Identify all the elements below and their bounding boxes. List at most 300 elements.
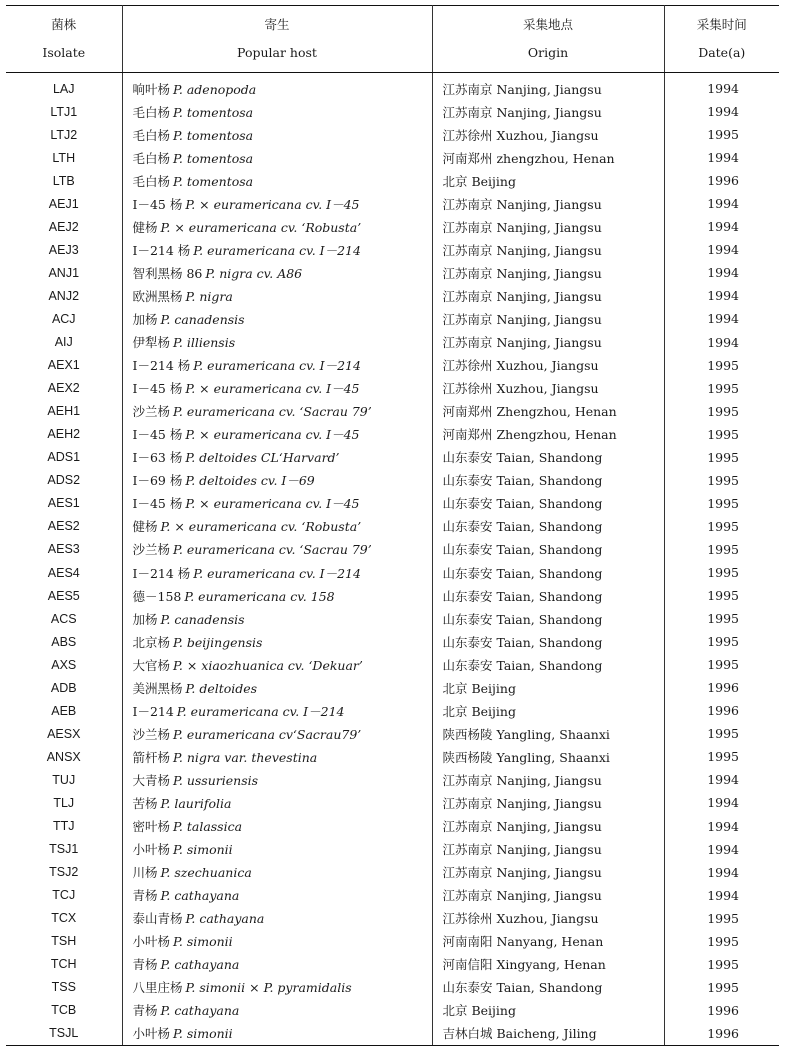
isolate-cell: AES5 — [6, 584, 122, 607]
table-row — [6, 676, 779, 699]
host-scientific-name: P. nigra cv. A86 — [205, 265, 303, 281]
isolate-cell: AEJ3 — [6, 238, 122, 261]
table-body — [6, 73, 779, 1046]
host-scientific-name: P. × euramericana cv. I－45 — [185, 381, 360, 397]
host-chinese-name: I－45 杨 — [132, 196, 183, 212]
host-scientific-name: P. euramericana cv‘Sacrau79’ — [173, 726, 362, 742]
origin-cell: 江苏徐州 Xuzhou, Jiangsu — [432, 377, 664, 400]
host-cell — [122, 123, 432, 146]
isolate-cell: ADS1 — [6, 446, 122, 469]
host-scientific-name: P. euramericana cv. I－214 — [193, 358, 361, 374]
date-cell: 1995 — [707, 426, 739, 442]
origin-cell: 江苏徐州 Xuzhou, Jiangsu — [432, 907, 664, 930]
host-cell — [122, 907, 432, 930]
host-cell — [122, 215, 432, 238]
table-row — [6, 492, 779, 515]
isolate-cell: LTJ1 — [6, 100, 122, 123]
host-scientific-name: P. euramericana cv. 158 — [184, 588, 335, 604]
date-cell: 1996 — [707, 1002, 739, 1018]
host-scientific-name: P. × euramericana cv. I－45 — [185, 427, 360, 443]
origin-cell: 河南信阳 Xingyang, Henan — [432, 953, 664, 976]
isolate-cell: TSS — [6, 976, 122, 999]
isolate-cell: ANSX — [6, 745, 122, 768]
origin-cell: 江苏南京 Nanjing, Jiangsu — [432, 791, 664, 814]
origin-cell: 河南郑州 Zhengzhou, Henan — [432, 423, 664, 446]
table-row — [6, 261, 779, 284]
table-row — [6, 907, 779, 930]
host-chinese-name: I－45 杨 — [132, 427, 183, 443]
date-cell: 1996 — [707, 173, 739, 189]
date-cell: 1994 — [707, 219, 739, 235]
origin-cell: 江苏南京 Nanjing, Jiangsu — [432, 838, 664, 861]
host-scientific-name: P. tomentosa — [173, 127, 254, 143]
isolate-cell: AEJ2 — [6, 215, 122, 238]
origin-cell: 江苏南京 Nanjing, Jiangsu — [432, 861, 664, 884]
host-chinese-name: I－214 杨 — [132, 358, 191, 374]
date-cell: 1995 — [707, 565, 739, 580]
table-row — [6, 423, 779, 446]
host-cell — [122, 768, 432, 791]
host-cell — [122, 169, 432, 192]
host-scientific-name: P. cathayana — [160, 1003, 240, 1019]
date-cell: 1994 — [707, 150, 739, 166]
table-row — [6, 561, 779, 584]
host-chinese-name: 加杨 — [132, 611, 158, 627]
date-cell: 1994 — [707, 104, 739, 120]
host-scientific-name: P. laurifolia — [160, 795, 232, 811]
table-row — [6, 768, 779, 791]
date-cell: 1995 — [707, 495, 739, 511]
host-scientific-name: P. cathayana — [160, 957, 240, 973]
host-cell — [122, 146, 432, 169]
date-cell: 1995 — [707, 611, 739, 627]
host-scientific-name: P. ussuriensis — [173, 772, 259, 788]
host-chinese-name: 响叶杨 — [132, 81, 171, 97]
header-origin-cn: 采集地点 — [432, 6, 664, 39]
isolate-cell: AES3 — [6, 538, 122, 561]
date-cell: 1994 — [707, 81, 739, 97]
isolate-cell: TCB — [6, 999, 122, 1022]
host-chinese-name: 欧洲黑杨 — [132, 288, 183, 304]
origin-cell: 北京 Beijing — [432, 169, 664, 192]
host-scientific-name: P. deltoides — [185, 680, 258, 696]
host-chinese-name: 箭杆杨 — [132, 749, 171, 765]
host-chinese-name: 青杨 — [132, 1003, 158, 1019]
host-scientific-name: P. szechuanica — [160, 865, 252, 881]
isolate-cell: TSJL — [6, 1022, 122, 1046]
date-cell: 1996 — [664, 1022, 779, 1046]
host-chinese-name: 小叶杨 — [132, 1026, 171, 1042]
table-row — [6, 745, 779, 768]
host-cell — [122, 561, 432, 584]
date-cell: 1994 — [707, 818, 739, 834]
host-cell — [122, 699, 432, 722]
header-date-cn: 采集时间 — [664, 6, 779, 39]
origin-cell: 江苏徐州 Xuzhou, Jiangsu — [432, 123, 664, 146]
table-row — [6, 699, 779, 722]
table-row — [6, 307, 779, 330]
host-cell — [122, 930, 432, 953]
host-scientific-name: P. simonii × P. pyramidalis — [185, 980, 352, 996]
date-cell: 1995 — [707, 634, 739, 650]
host-chinese-name: 沙兰杨 — [132, 726, 171, 742]
host-chinese-name: 密叶杨 — [132, 819, 171, 835]
table-row — [6, 815, 779, 838]
header-isolate-cn: 菌株 — [6, 6, 122, 39]
table-row — [6, 653, 779, 676]
table-row — [6, 584, 779, 607]
origin-cell: 江苏南京 Nanjing, Jiangsu — [432, 238, 664, 261]
host-cell — [122, 192, 432, 215]
isolate-cell: AEH2 — [6, 423, 122, 446]
date-cell: 1995 — [707, 472, 739, 488]
host-chinese-name: 川杨 — [132, 865, 158, 881]
table-row — [6, 722, 779, 745]
isolate-cell: AEX2 — [6, 377, 122, 400]
date-cell: 1994 — [707, 772, 739, 788]
host-cell — [122, 653, 432, 676]
isolate-cell: AIJ — [6, 331, 122, 354]
table-row — [6, 791, 779, 814]
date-cell: 1995 — [707, 380, 739, 396]
host-scientific-name: P. × euramericana cv. I－45 — [185, 196, 360, 212]
host-scientific-name: P. × xiaozhuanica cv. ‘Dekuar’ — [173, 657, 363, 673]
origin-cell: 山东泰安 Taian, Shandong — [432, 584, 664, 607]
host-cell — [122, 538, 432, 561]
table-row — [6, 861, 779, 884]
host-scientific-name: P. simonii — [173, 842, 233, 858]
isolate-cell: TCX — [6, 907, 122, 930]
host-scientific-name: P. tomentosa — [173, 173, 254, 189]
host-cell — [122, 400, 432, 423]
header-host-cn: 寄生 — [122, 6, 432, 39]
host-chinese-name: 毛白杨 — [132, 127, 171, 143]
origin-cell: 江苏南京 Nanjing, Jiangsu — [432, 307, 664, 330]
host-cell — [122, 261, 432, 284]
host-scientific-name: P. simonii — [173, 1026, 233, 1042]
host-chinese-name: 加杨 — [132, 311, 158, 327]
date-cell: 1994 — [707, 311, 739, 327]
host-chinese-name: 毛白杨 — [132, 150, 171, 166]
host-chinese-name: 健杨 — [132, 219, 158, 235]
origin-cell: 陕西杨陵 Yangling, Shaanxi — [432, 722, 664, 745]
isolate-cell: TSJ1 — [6, 838, 122, 861]
host-chinese-name: 沙兰杨 — [132, 542, 171, 558]
header-date-en: Date(a) — [664, 38, 779, 73]
date-cell: 1996 — [707, 680, 739, 696]
date-cell: 1995 — [707, 979, 739, 995]
host-cell — [122, 377, 432, 400]
host-cell — [122, 284, 432, 307]
table-row — [6, 331, 779, 354]
host-scientific-name: P. euramericana cv. ‘Sacrau 79’ — [173, 404, 372, 420]
isolate-cell: AEH1 — [6, 400, 122, 423]
date-cell: 1994 — [707, 795, 739, 811]
origin-cell: 河南郑州 zhengzhou, Henan — [432, 146, 664, 169]
table-row — [6, 169, 779, 192]
isolate-cell: TLJ — [6, 791, 122, 814]
host-scientific-name: P. euramericana cv. ‘Sacrau 79’ — [173, 542, 372, 558]
host-scientific-name: P. cathayana — [160, 888, 240, 904]
host-cell — [122, 884, 432, 907]
date-cell: 1994 — [707, 265, 739, 281]
date-cell: 1995 — [707, 956, 739, 972]
isolate-cell: AES1 — [6, 492, 122, 515]
date-cell: 1995 — [707, 933, 739, 949]
table-row — [6, 354, 779, 377]
host-chinese-name: 北京杨 — [132, 634, 171, 650]
isolate-cell: AXS — [6, 653, 122, 676]
host-cell — [122, 307, 432, 330]
isolate-cell: TSJ2 — [6, 861, 122, 884]
host-cell — [122, 976, 432, 999]
date-cell: 1995 — [707, 910, 739, 926]
table-row — [6, 999, 779, 1022]
table-row — [6, 146, 779, 169]
origin-cell: 北京 Beijing — [432, 999, 664, 1022]
origin-cell: 河南郑州 Zhengzhou, Henan — [432, 400, 664, 423]
host-chinese-name: 青杨 — [132, 888, 158, 904]
origin-cell: 陕西杨陵 Yangling, Shaanxi — [432, 745, 664, 768]
host-cell — [122, 446, 432, 469]
origin-cell: 山东泰安 Taian, Shandong — [432, 446, 664, 469]
host-scientific-name: P. tomentosa — [173, 104, 254, 120]
origin-cell: 江苏南京 Nanjing, Jiangsu — [432, 768, 664, 791]
date-cell: 1995 — [707, 403, 739, 419]
date-cell: 1996 — [707, 703, 739, 719]
host-chinese-name: 青杨 — [132, 957, 158, 973]
host-cell — [122, 1022, 432, 1046]
origin-cell: 江苏南京 Nanjing, Jiangsu — [432, 261, 664, 284]
table-row — [6, 1022, 779, 1046]
date-cell: 1995 — [707, 518, 739, 534]
table-row — [6, 192, 779, 215]
isolate-cell: ACS — [6, 607, 122, 630]
host-chinese-name: 大官杨 — [132, 657, 171, 673]
table-row — [6, 838, 779, 861]
origin-cell: 山东泰安 Taian, Shandong — [432, 515, 664, 538]
host-cell — [122, 630, 432, 653]
date-cell: 1994 — [707, 887, 739, 903]
date-cell: 1994 — [707, 864, 739, 880]
host-cell — [122, 838, 432, 861]
host-cell — [122, 331, 432, 354]
date-cell: 1994 — [707, 196, 739, 212]
origin-cell: 山东泰安 Taian, Shandong — [432, 561, 664, 584]
host-scientific-name: P. talassica — [173, 819, 243, 835]
date-cell: 1994 — [707, 841, 739, 857]
origin-cell: 江苏徐州 Xuzhou, Jiangsu — [432, 354, 664, 377]
host-cell — [122, 861, 432, 884]
host-scientific-name: P. canadensis — [160, 311, 245, 327]
host-chinese-name: 沙兰杨 — [132, 404, 171, 420]
host-chinese-name: 小叶杨 — [132, 934, 171, 950]
isolate-cell: TSH — [6, 930, 122, 953]
host-chinese-name: 大青杨 — [132, 772, 171, 788]
host-scientific-name: P. deltoides CL‘Harvard’ — [185, 450, 340, 466]
host-chinese-name: 小叶杨 — [132, 842, 171, 858]
date-cell: 1995 — [707, 357, 739, 373]
origin-cell: 江苏南京 Nanjing, Jiangsu — [432, 331, 664, 354]
host-cell — [122, 953, 432, 976]
table-row — [6, 630, 779, 653]
host-cell — [122, 423, 432, 446]
table-row — [6, 123, 779, 146]
isolate-cell: ABS — [6, 630, 122, 653]
table-row — [6, 976, 779, 999]
origin-cell: 吉林白城 Baicheng, Jiling — [432, 1022, 664, 1046]
host-chinese-name: 苦杨 — [132, 795, 158, 811]
host-scientific-name: P. cathayana — [185, 911, 265, 927]
host-chinese-name: 毛白杨 — [132, 173, 171, 189]
table-row — [6, 607, 779, 630]
host-scientific-name: P. euramericana cv. I－214 — [176, 703, 345, 719]
host-scientific-name: P. adenopoda — [173, 81, 257, 97]
table-row — [6, 238, 779, 261]
host-chinese-name: I－214 杨 — [132, 565, 191, 581]
host-cell — [122, 791, 432, 814]
header-isolate-en: Isolate — [6, 38, 122, 73]
origin-cell: 山东泰安 Taian, Shandong — [432, 607, 664, 630]
header-host-en: Popular host — [122, 38, 432, 73]
host-chinese-name: 八里庄杨 — [132, 980, 183, 996]
host-cell — [122, 354, 432, 377]
origin-cell: 北京 Beijing — [432, 676, 664, 699]
host-cell — [122, 492, 432, 515]
origin-cell: 山东泰安 Taian, Shandong — [432, 492, 664, 515]
host-chinese-name: 美洲黑杨 — [132, 680, 183, 696]
origin-cell: 江苏南京 Nanjing, Jiangsu — [432, 100, 664, 123]
host-cell — [122, 745, 432, 768]
origin-cell: 山东泰安 Taian, Shandong — [432, 653, 664, 676]
origin-cell: 江苏南京 Nanjing, Jiangsu — [432, 884, 664, 907]
table-row — [6, 884, 779, 907]
isolate-cell: AES4 — [6, 561, 122, 584]
table-row — [6, 284, 779, 307]
isolate-cell: AES2 — [6, 515, 122, 538]
host-scientific-name: P. × euramericana cv. ‘Robusta’ — [160, 519, 362, 535]
isolate-cell: ADS2 — [6, 469, 122, 492]
isolate-cell: AEB — [6, 699, 122, 722]
origin-cell: 江苏南京 Nanjing, Jiangsu — [432, 215, 664, 238]
origin-cell: 山东泰安 Taian, Shandong — [432, 538, 664, 561]
isolates-table — [6, 5, 779, 1046]
origin-cell: 江苏南京 Nanjing, Jiangsu — [432, 284, 664, 307]
isolate-cell: LTB — [6, 169, 122, 192]
host-cell — [122, 815, 432, 838]
isolate-cell: LTH — [6, 146, 122, 169]
host-cell — [122, 238, 432, 261]
date-cell: 1995 — [707, 541, 739, 557]
origin-cell: 北京 Beijing — [432, 699, 664, 722]
isolate-cell: LAJ — [6, 73, 122, 101]
host-chinese-name: 毛白杨 — [132, 104, 171, 120]
date-cell: 1995 — [707, 449, 739, 465]
host-scientific-name: P. × euramericana cv. ‘Robusta’ — [160, 219, 362, 235]
date-cell: 1995 — [707, 749, 739, 765]
header-origin-en: Origin — [432, 38, 664, 73]
table-row — [6, 400, 779, 423]
isolate-cell: TCJ — [6, 884, 122, 907]
host-scientific-name: P. × euramericana cv. I－45 — [185, 496, 360, 512]
host-cell — [122, 73, 432, 101]
date-cell: 1995 — [707, 657, 739, 673]
host-chinese-name: 智利黑杨 86 — [132, 265, 203, 281]
isolate-cell: ACJ — [6, 307, 122, 330]
origin-cell: 江苏南京 Nanjing, Jiangsu — [432, 73, 664, 101]
date-cell: 1995 — [707, 726, 739, 742]
host-cell — [122, 722, 432, 745]
host-chinese-name: 伊犁杨 — [132, 335, 171, 351]
host-cell — [122, 100, 432, 123]
host-chinese-name: 泰山青杨 — [132, 911, 183, 927]
origin-cell: 河南南阳 Nanyang, Henan — [432, 930, 664, 953]
host-scientific-name: P. euramericana cv. I－214 — [193, 565, 361, 581]
table-row — [6, 953, 779, 976]
table-row — [6, 100, 779, 123]
host-scientific-name: P. beijingensis — [173, 634, 263, 650]
date-cell: 1994 — [707, 334, 739, 350]
host-cell — [122, 515, 432, 538]
date-cell: 1994 — [707, 288, 739, 304]
isolate-cell: AEX1 — [6, 354, 122, 377]
isolate-cell: ANJ2 — [6, 284, 122, 307]
date-cell: 1995 — [707, 127, 739, 143]
header-row-chinese — [6, 6, 779, 39]
host-scientific-name: P. tomentosa — [173, 150, 254, 166]
host-chinese-name: I－214 杨 — [132, 242, 191, 258]
host-cell — [122, 999, 432, 1022]
isolate-cell: AEJ1 — [6, 192, 122, 215]
host-scientific-name: P. nigra — [185, 288, 233, 304]
host-cell — [122, 676, 432, 699]
host-chinese-name: 德－158 — [132, 588, 182, 604]
isolate-cell: ANJ1 — [6, 261, 122, 284]
header-row-english — [6, 38, 779, 73]
host-chinese-name: I－63 杨 — [132, 450, 183, 466]
table-row — [6, 930, 779, 953]
isolate-cell: TUJ — [6, 768, 122, 791]
table-row — [6, 73, 779, 101]
host-chinese-name: I－45 杨 — [132, 381, 183, 397]
host-cell — [122, 469, 432, 492]
origin-cell: 山东泰安 Taian, Shandong — [432, 630, 664, 653]
isolate-cell: AESX — [6, 722, 122, 745]
table-row — [6, 469, 779, 492]
table-row — [6, 515, 779, 538]
table-row — [6, 446, 779, 469]
host-scientific-name: P. deltoides cv. I－69 — [185, 473, 315, 489]
origin-cell: 山东泰安 Taian, Shandong — [432, 976, 664, 999]
host-scientific-name: P. euramericana cv. I－214 — [193, 242, 361, 258]
host-cell — [122, 584, 432, 607]
table-row — [6, 377, 779, 400]
table-row — [6, 538, 779, 561]
host-scientific-name: P. canadensis — [160, 611, 245, 627]
host-chinese-name: 健杨 — [132, 519, 158, 535]
origin-cell: 江苏南京 Nanjing, Jiangsu — [432, 192, 664, 215]
date-cell: 1995 — [707, 588, 739, 604]
host-chinese-name: I－45 杨 — [132, 496, 183, 512]
isolate-cell: TCH — [6, 953, 122, 976]
isolate-cell: LTJ2 — [6, 123, 122, 146]
host-chinese-name: I－214 — [132, 703, 174, 719]
host-chinese-name: I－69 杨 — [132, 473, 183, 489]
origin-cell: 山东泰安 Taian, Shandong — [432, 469, 664, 492]
table-row — [6, 215, 779, 238]
isolate-cell: ADB — [6, 676, 122, 699]
host-scientific-name: P. simonii — [173, 934, 233, 950]
